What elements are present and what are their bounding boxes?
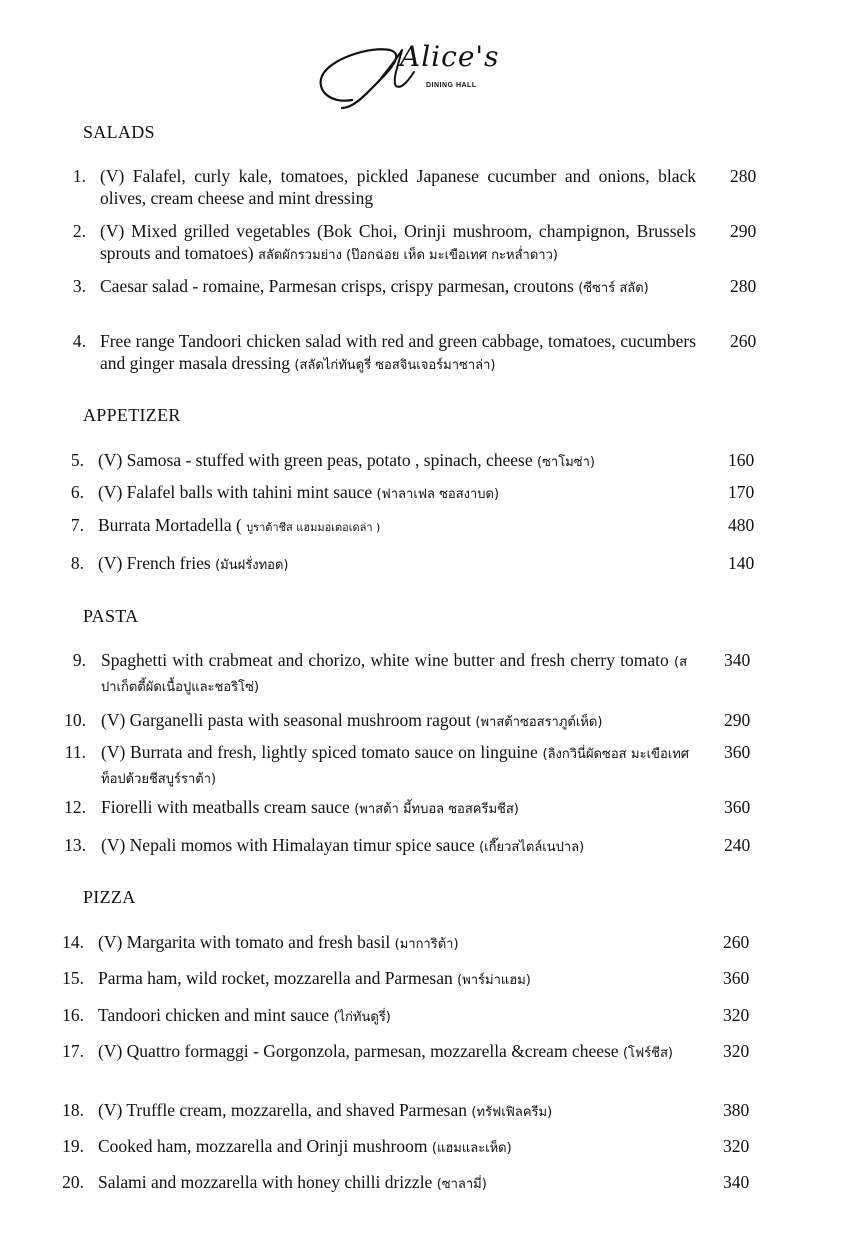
item-number: 1. bbox=[72, 166, 86, 186]
item-price: 360 bbox=[723, 968, 750, 988]
item-thai-name: (ทรัฟเฟิลครีม) bbox=[471, 1105, 553, 1120]
item-thai-name: (แฮมและเห็ด) bbox=[431, 1141, 512, 1156]
item-description: Free range Tandoori chicken salad with red and green cabbage, tomatoes, cucumbers and ginger masala dressing (สลัดไก่ทันดูรี่ ซอสจินเจอร์มาซาล่า) bbox=[100, 331, 696, 373]
item-thai-name: (เกี๊ยวสไตล์เนปาล) bbox=[479, 840, 585, 855]
item-description: (V) French fries (มันฝรั่งทอด) bbox=[98, 553, 289, 573]
item-price: 360 bbox=[724, 742, 751, 762]
item-number: 13. bbox=[64, 835, 86, 855]
item-price: 340 bbox=[724, 650, 751, 670]
item-description: Spaghetti with crabmeat and chorizo, white wine butter and fresh cherry tomato (สปาเก็ตตี้ผัดเนื้อปูและชอริโซ่) bbox=[101, 650, 688, 695]
item-description: Salami and mozzarella with honey chilli drizzle (ซาลามี่) bbox=[98, 1172, 487, 1192]
item-price: 340 bbox=[723, 1172, 750, 1192]
item-number: 17. bbox=[62, 1041, 84, 1061]
item-price: 320 bbox=[723, 1005, 750, 1025]
item-price: 480 bbox=[728, 515, 755, 535]
item-thai-name: สลัดผักรวมย่าง (ป๊อกฉ่อย เห็ด มะเขือเทศ กะหล่ำดาว) bbox=[257, 248, 558, 263]
item-description: Fiorelli with meatballs cream sauce (พาสต้า มี้ทบอล ซอสครีมชีส) bbox=[101, 797, 519, 817]
item-price: 280 bbox=[730, 276, 757, 296]
item-number: 3. bbox=[72, 276, 86, 296]
section-title-appetizer: APPETIZER bbox=[83, 405, 181, 425]
item-description: Parma ham, wild rocket, mozzarella and Parmesan (พาร์ม่าแฮม) bbox=[98, 968, 531, 988]
item-description: Cooked ham, mozzarella and Orinji mushroom (แฮมและเห็ด) bbox=[98, 1136, 512, 1156]
item-thai-name: (มาการิต้า) bbox=[394, 937, 459, 952]
item-description: (V) Truffle cream, mozzarella, and shaved Parmesan (ทรัฟเฟิลครีม) bbox=[98, 1100, 553, 1120]
item-thai-name: (ซาลามี่) bbox=[436, 1177, 487, 1192]
item-description: (V) Nepali momos with Himalayan timur spice sauce (เกี๊ยวสไตล์เนปาล) bbox=[101, 835, 585, 855]
item-number: 7. bbox=[70, 515, 84, 535]
item-number: 8. bbox=[70, 553, 84, 573]
item-description: (V) Mixed grilled vegetables (Bok Choi, Orinji mushroom, champignon, Brussels sprouts and tomatoes) สลัดผักรวมย่าง (ป๊อกฉ่อย เห็ด มะเขือเทศ กะหล่ำดาว) bbox=[100, 221, 696, 263]
item-number: 12. bbox=[64, 797, 86, 817]
item-price: 240 bbox=[724, 835, 751, 855]
item-number: 19. bbox=[62, 1136, 84, 1156]
item-number: 10. bbox=[64, 710, 86, 730]
item-number: 20. bbox=[62, 1172, 84, 1192]
item-thai-name: (มันฝรั่งทอด) bbox=[215, 558, 289, 573]
item-number: 16. bbox=[62, 1005, 84, 1025]
item-price: 320 bbox=[723, 1136, 750, 1156]
item-number: 14. bbox=[62, 932, 84, 952]
item-price: 290 bbox=[724, 710, 751, 730]
item-price: 380 bbox=[723, 1100, 750, 1120]
item-number: 2. bbox=[72, 221, 86, 241]
item-number: 9. bbox=[72, 650, 86, 670]
item-thai-name: (ไก่ทันดูรี่) bbox=[333, 1010, 391, 1025]
item-number: 5. bbox=[70, 450, 84, 470]
section-title-pizza: PIZZA bbox=[83, 887, 136, 907]
item-number: 11. bbox=[64, 742, 86, 762]
item-thai-name: (พาสต้าซอสราภูต์เห็ด) bbox=[475, 715, 603, 730]
restaurant-logo bbox=[312, 38, 500, 114]
logo-subtitle: DINING HALL bbox=[426, 82, 477, 89]
item-description: (V) Falafel balls with tahini mint sauce (ฟาลาเฟล ซอสงาบด) bbox=[98, 482, 500, 502]
item-thai-name: (พาร์ม่าแฮม) bbox=[457, 973, 531, 988]
item-thai-name: (พาสต้า มี้ทบอล ซอสครีมชีส) bbox=[354, 802, 519, 817]
item-thai-name: บูราต้าชีส แฮมมอเตอเดล่า ) bbox=[246, 521, 381, 534]
section-title-pasta: PASTA bbox=[83, 606, 139, 626]
item-price: 360 bbox=[724, 797, 751, 817]
item-description: Tandoori chicken and mint sauce (ไก่ทันดูรี่) bbox=[98, 1005, 391, 1025]
item-description: (V) Garganelli pasta with seasonal mushroom ragout (พาสต้าซอสราภูต์เห็ด) bbox=[101, 710, 603, 730]
item-price: 160 bbox=[728, 450, 755, 470]
item-price: 290 bbox=[730, 221, 757, 241]
item-number: 15. bbox=[62, 968, 84, 988]
item-price: 260 bbox=[723, 932, 750, 952]
item-price: 320 bbox=[723, 1041, 750, 1061]
item-description: (V) Samosa - stuffed with green peas, potato , spinach, cheese (ซาโมซ่า) bbox=[98, 450, 595, 470]
item-description: (V) Quattro formaggi - Gorgonzola, parmesan, mozzarella &cream cheese (โฟร์ชีส) bbox=[98, 1041, 674, 1061]
item-thai-name: (ซาโมซ่า) bbox=[537, 455, 595, 470]
item-number: 6. bbox=[70, 482, 84, 502]
item-thai-name: (สปาเก็ตตี้ผัดเนื้อปูและชอริโซ่) bbox=[101, 655, 688, 695]
section-title-salads: SALADS bbox=[83, 122, 155, 142]
item-thai-name: (ลิงกวินี่ผัดซอส มะเขือเทศ ท็อปด้วยชีสบูร์ราต้า) bbox=[101, 747, 690, 787]
item-description: (V) Burrata and fresh, lightly spiced tomato sauce on linguine (ลิงกวินี่ผัดซอส มะเขือเทศ ท็อปด้วยชีสบูร์ราต้า) bbox=[101, 742, 690, 787]
item-thai-name: (โฟร์ชีส) bbox=[622, 1046, 674, 1061]
item-price: 260 bbox=[730, 331, 757, 351]
item-price: 280 bbox=[730, 166, 757, 186]
item-thai-name: (ฟาลาเฟล ซอสงาบด) bbox=[376, 487, 500, 502]
item-price: 170 bbox=[728, 482, 755, 502]
item-description: Burrata Mortadella ( บูราต้าชีส แฮมมอเตอเดล่า ) bbox=[98, 515, 381, 535]
item-description: Caesar salad - romaine, Parmesan crisps, crispy parmesan, croutons (ซีซาร์ สลัด) bbox=[100, 276, 649, 296]
item-thai-name: (ซีซาร์ สลัด) bbox=[578, 281, 649, 296]
item-price: 140 bbox=[728, 553, 755, 573]
item-thai-name: (สลัดไก่ทันดูรี่ ซอสจินเจอร์มาซาล่า) bbox=[294, 358, 496, 373]
item-description: (V) Falafel, curly kale, tomatoes, pickled Japanese cucumber and onions, black olives, cream cheese and mint dressing bbox=[100, 166, 696, 208]
item-number: 18. bbox=[62, 1100, 84, 1120]
item-number: 4. bbox=[72, 331, 86, 351]
item-description: (V) Margarita with tomato and fresh basil (มาการิต้า) bbox=[98, 932, 459, 952]
logo-script-text: Alice's bbox=[400, 40, 500, 73]
